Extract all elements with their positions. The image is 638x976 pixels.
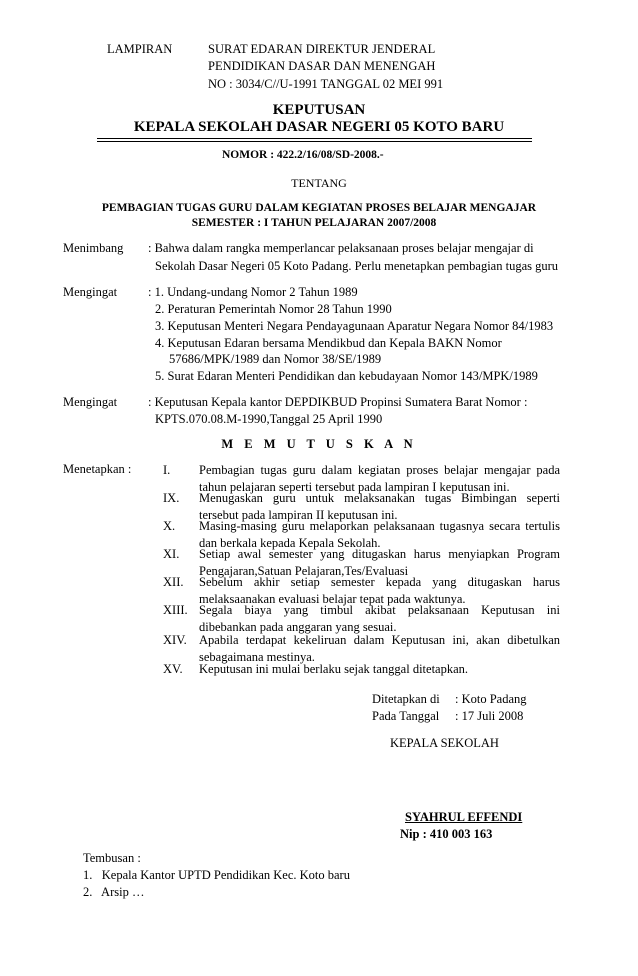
nomor-line: NOMOR : 422.2/16/08/SD-2008.- <box>222 149 384 161</box>
mengingat-label: Mengingat <box>63 285 118 299</box>
tembusan-item-2: 2. Arsip … <box>83 885 145 899</box>
decision-text: Setiap awal semester yang ditugaskan harus menyiapkan Program <box>199 547 560 561</box>
signer-position: KEPALA SEKOLAH <box>390 736 499 750</box>
document-title: KEPUTUSAN <box>272 102 366 118</box>
decision-text-cont: melaksaanakan evaluasi belajar tepat pada waktunya. <box>199 592 466 606</box>
ditetapkan-value: : Koto Padang <box>455 692 527 706</box>
tanggal-label: Pada Tanggal <box>372 709 440 723</box>
title-rule-thin <box>97 141 532 142</box>
menimbang-label: Menimbang <box>63 241 124 255</box>
header-line-3: NO : 3034/C//U-1991 TANGGAL 02 MEI 991 <box>208 77 444 91</box>
mengingat-item-4-cont: 57686/MPK/1989 dan Nomor 38/SE/1989 <box>169 352 382 366</box>
signer-name: SYAHRUL EFFENDI <box>405 810 523 824</box>
decision-text-cont: Pengajaran,Satuan Pelajaran,Tes/Evaluasi <box>199 564 409 578</box>
decision-number: XII. <box>163 575 184 589</box>
mengingat-item-1: : 1. Undang-undang Nomor 2 Tahun 1989 <box>148 285 358 299</box>
decision-number: XI. <box>163 547 180 561</box>
decision-item <box>153 662 560 682</box>
decision-text-cont: tersebut pada lampiran II keputusan ini. <box>199 508 398 522</box>
decision-text: Apabila terdapat kekeliruan dalam Keputusan ini, akan dibetulkan <box>199 633 560 647</box>
subject-line-1: PEMBAGIAN TUGAS GURU DALAM KEGIATAN PROSES BELAJAR MENGAJAR <box>101 202 537 214</box>
decision-text: Segala biaya yang timbul akibat pelaksanaan Keputusan ini <box>199 603 560 617</box>
title-rule-thick <box>97 138 532 139</box>
decision-number: XIV. <box>163 633 187 647</box>
mengingat-item-5: 5. Surat Edaran Menteri Pendidikan dan kebudayaan Nomor 143/MPK/1989 <box>155 369 538 383</box>
tembusan-item-1: 1. Kepala Kantor UPTD Pendidikan Kec. Koto baru <box>83 868 350 882</box>
decision-text-cont: sebagaimana mestinya. <box>199 650 315 664</box>
tentang-label: TENTANG <box>291 176 347 190</box>
decision-text: Keputusan ini mulai berlaku sejak tanggal ditetapkan. <box>199 662 469 676</box>
tembusan-label: Tembusan : <box>83 851 141 865</box>
mengingat-2-label: Mengingat <box>63 395 118 409</box>
menimbang-line-2: Sekolah Dasar Negeri 05 Koto Padang. Perlu menetapkan pembagian tugas guru <box>155 259 559 273</box>
decision-number: XV. <box>163 662 183 676</box>
ditetapkan-label: Ditetapkan di <box>372 692 440 706</box>
decision-text: Pembagian tugas guru dalam kegiatan proses belajar mengajar pada <box>199 463 560 477</box>
signer-nip: Nip : 410 003 163 <box>400 827 493 841</box>
tanggal-value: : 17 Juli 2008 <box>455 709 524 723</box>
subject-line-2: SEMESTER : I TAHUN PELAJARAN 2007/2008 <box>191 217 437 229</box>
lampiran-label: LAMPIRAN <box>107 42 173 56</box>
menetapkan-label: Menetapkan : <box>63 462 132 476</box>
decision-text: Menugaskan guru untuk melaksanakan tugas Bimbingan seperti <box>199 491 560 505</box>
decision-item <box>153 603 560 637</box>
decision-text-cont: dan berkala kepada Kepala Sekolah. <box>199 536 381 550</box>
decision-number: X. <box>163 519 176 533</box>
mengingat-item-2: 2. Peraturan Pemerintah Nomor 28 Tahun 1990 <box>155 302 392 316</box>
memutuskan-heading: M E M U T U S K A N <box>221 437 417 451</box>
decision-number: I. <box>163 463 171 477</box>
decision-number: XIII. <box>163 603 188 617</box>
mengingat-2-line-1: : Keputusan Kepala kantor DEPDIKBUD Propinsi Sumatera Barat Nomor : <box>148 395 528 409</box>
mengingat-item-3: 3. Keputusan Menteri Negara Pendayagunaan Aparatur Negara Nomor 84/1983 <box>155 319 554 333</box>
menimbang-line-1: : Bahwa dalam rangka memperlancar pelaksanaan proses belajar mengajar di <box>148 241 534 255</box>
decision-number: IX. <box>163 491 180 505</box>
decision-text: Sebelum akhir setiap semester kepada yang ditugaskan harus <box>199 575 560 589</box>
mengingat-2-line-2: KPTS.070.08.M-1990,Tanggal 25 April 1990 <box>155 412 383 426</box>
decision-text-cont: dibebankan pada anggaran yang sesuai. <box>199 620 397 634</box>
header-line-2: PENDIDIKAN DASAR DAN MENENGAH <box>208 59 436 73</box>
header-line-1: SURAT EDARAN DIREKTUR JENDERAL <box>208 42 436 56</box>
decision-text: Masing-masing guru melaporkan pelaksanaan tugasnya secara tertulis <box>199 519 560 533</box>
school-title: KEPALA SEKOLAH DASAR NEGERI 05 KOTO BARU <box>133 119 505 135</box>
mengingat-item-4: 4. Keputusan Edaran bersama Mendikbud dan Kepala BAKN Nomor <box>155 336 502 350</box>
decision-text-cont: tahun pelajaran seperti tersebut pada lampiran I keputusan ini. <box>199 480 510 494</box>
